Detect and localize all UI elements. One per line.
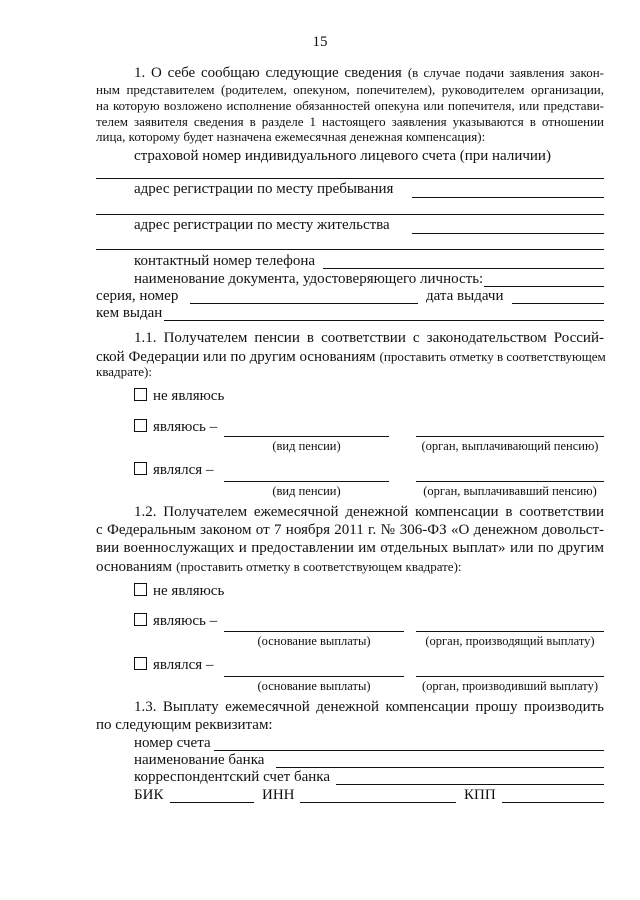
s12-was-org-field[interactable] (416, 676, 604, 677)
s12-is-basis-field[interactable] (224, 631, 404, 632)
checkbox-not-pension[interactable] (134, 388, 147, 401)
s11-text: ской Федерации или по другим основаниям (96, 349, 376, 365)
intro-line-2: ным представителем (родителем, опекуном, попечителем), руководителем организации, (96, 82, 604, 97)
id-doc-field[interactable] (484, 286, 604, 287)
s11-line-1: 1.1. Получателем пенсии в соответствии с законодательством Россий- (134, 330, 604, 346)
checkbox-is-pension[interactable] (134, 419, 147, 432)
intro-line-5: лица, которому будет назначена ежемесячная денежная компенсация): (96, 129, 486, 144)
account-field[interactable] (214, 750, 604, 751)
s12-note: (проставить отметку в соответствующем квадрате): (176, 559, 462, 574)
s11-was-type-caption: (вид пенсии) (272, 484, 341, 498)
s11-was-org-field[interactable] (416, 481, 604, 482)
issued-by-field[interactable] (164, 320, 604, 321)
phone-field[interactable] (323, 268, 604, 269)
s12-text: основаниям (96, 559, 173, 575)
issued-by-label: кем выдан (96, 305, 163, 321)
s11-is-type-field[interactable] (224, 436, 389, 437)
s12-line-2: с Федеральным законом от 7 ноября 2011 г. № 306-ФЗ «О денежном довольст- (96, 522, 604, 538)
snils-label: страховой номер индивидуального лицевого счета (при наличии) (134, 148, 551, 164)
id-doc-label: наименование документа, удостоверяющего личность: (134, 271, 484, 287)
s12-opt-is-label: являюсь – (153, 613, 218, 629)
perm-address-label: адрес регистрации по месту жительства (134, 217, 390, 233)
phone-label: контактный номер телефона (134, 253, 316, 269)
bik-field[interactable] (170, 802, 254, 803)
perm-address-field-2[interactable] (96, 249, 604, 250)
s11-option-was[interactable] (134, 462, 213, 479)
corr-field[interactable] (336, 784, 604, 785)
perm-address-field[interactable] (412, 233, 604, 234)
s12-option-was[interactable] (134, 657, 213, 674)
s12-was-basis-caption: (основание выплаты) (257, 679, 371, 693)
temp-address-label: адрес регистрации по месту пребывания (134, 181, 394, 197)
corr-label: корреспондентский счет банка (134, 769, 330, 785)
intro-note: (в случае подачи заявления закон- (407, 65, 604, 80)
checkbox-was-compensation[interactable] (134, 657, 147, 670)
s12-line-3: вии военнослужащих и предоставлении им отдельных выплат» или по другим (96, 540, 604, 556)
s11-line-3: квадрате): (96, 364, 152, 379)
s13-line-2: по следующим реквизитам: (96, 717, 273, 733)
issue-date-field[interactable] (512, 303, 604, 304)
bank-field[interactable] (276, 767, 604, 768)
s12-is-basis-caption: (основание выплаты) (257, 634, 371, 648)
s12-is-org-caption: (орган, производящий выплату) (425, 634, 595, 648)
inn-field[interactable] (300, 802, 456, 803)
intro-line-4: телем заявителя сведения в разделе 1 настоящего заявления указываются в отношении (96, 114, 604, 129)
s12-option-not[interactable] (134, 583, 224, 600)
s11-opt-is-label: являюсь – (153, 419, 218, 435)
s11-option-not[interactable] (134, 388, 224, 405)
s11-opt-was-label: являлся – (153, 462, 214, 478)
checkbox-not-compensation[interactable] (134, 583, 147, 596)
s12-opt-was-label: являлся – (153, 657, 214, 673)
s12-is-org-field[interactable] (416, 631, 604, 632)
s12-line-4 (96, 558, 462, 576)
s12-option-is[interactable] (134, 613, 217, 630)
s11-was-org-caption: (орган, выплачивавший пенсию) (423, 484, 597, 498)
s12-opt-not-label: не являюсь (153, 583, 225, 599)
s11-is-org-field[interactable] (416, 436, 604, 437)
intro-line-3: на которую возложено исполнение обязанностей опекуна или попечителя, или представи- (96, 98, 604, 113)
series-number-field[interactable] (190, 303, 418, 304)
inn-label: ИНН (262, 787, 295, 803)
kpp-field[interactable] (502, 802, 604, 803)
issue-date-label: дата выдачи (426, 288, 504, 304)
s13-line-1: 1.3. Выплату ежемесячной денежной компенсации прошу производить (134, 699, 604, 715)
s11-line-2 (96, 348, 604, 366)
s11-is-type-caption: (вид пенсии) (272, 439, 341, 453)
bank-label: наименование банка (134, 752, 265, 768)
snils-field[interactable] (96, 178, 604, 179)
checkbox-was-pension[interactable] (134, 462, 147, 475)
s11-is-org-caption: (орган, выплачивающий пенсию) (421, 439, 599, 453)
temp-address-field[interactable] (412, 197, 604, 198)
s11-note: (проставить отметку в соответствующем (379, 349, 606, 364)
s11-opt-not-label: не являюсь (153, 388, 225, 404)
series-number-label: серия, номер (96, 288, 179, 304)
page-number: 15 (312, 34, 328, 50)
s12-was-org-caption: (орган, производивший выплату) (421, 679, 599, 693)
checkbox-is-compensation[interactable] (134, 613, 147, 626)
account-label: номер счета (134, 735, 211, 751)
intro-heading: 1. О себе сообщаю следующие сведения (134, 65, 402, 81)
kpp-label: КПП (464, 787, 496, 803)
s11-was-type-field[interactable] (224, 481, 389, 482)
s12-line-1: 1.2. Получателем ежемесячной денежной компенсации в соответствии (134, 504, 604, 520)
s11-option-is[interactable] (134, 419, 217, 436)
s12-was-basis-field[interactable] (224, 676, 404, 677)
intro-line-1 (134, 64, 604, 82)
bik-label: БИК (134, 787, 164, 803)
temp-address-field-2[interactable] (96, 214, 604, 215)
